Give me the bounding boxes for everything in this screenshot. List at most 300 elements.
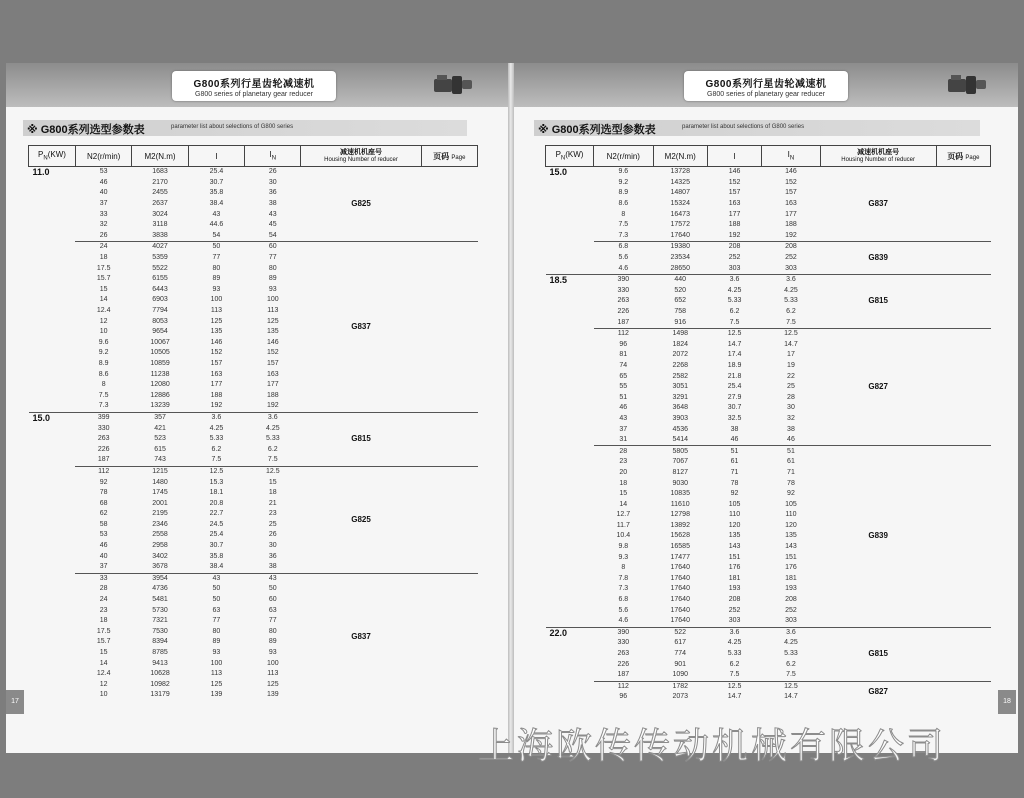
nominal-ratio: 30	[268, 178, 277, 186]
nominal-ratio: 54	[268, 231, 277, 239]
gear-reducer-icon	[432, 71, 474, 97]
output-torque: 916	[674, 318, 687, 326]
output-torque: 9030	[672, 479, 689, 487]
power-symbol: P	[555, 150, 561, 160]
nominal-ratio: 177	[785, 210, 797, 218]
output-speed: 6.8	[618, 596, 629, 604]
page-header-cn: 页码	[433, 151, 450, 161]
output-speed: 12.4	[96, 307, 111, 315]
power-value: 18.5	[546, 274, 594, 627]
nominal-ratio: 193	[785, 585, 797, 593]
output-speed: 8.6	[98, 370, 109, 378]
output-speed: 68	[99, 499, 108, 507]
nominal-ratio: 12.5	[762, 681, 820, 692]
col-header-speed: N2(r/min)	[594, 146, 654, 167]
page-number-left: 17	[6, 690, 24, 714]
output-torque: 15324	[670, 200, 690, 208]
output-torque: 3291	[672, 393, 689, 401]
nominal-ratio: 105	[785, 500, 797, 508]
output-speed: 8.9	[98, 359, 109, 367]
housing-size: G837	[301, 242, 421, 413]
ratio: 30.7	[209, 542, 224, 550]
output-speed: 33	[99, 210, 108, 218]
output-torque: 4536	[672, 425, 689, 433]
ratio: 177	[728, 210, 741, 218]
output-speed: 9.2	[618, 178, 629, 186]
nominal-ratio: 12.5	[762, 328, 820, 339]
housing-size: G839	[820, 446, 936, 627]
page-ref	[936, 681, 990, 703]
housing-size: G825	[301, 466, 421, 573]
ratio: 30.7	[727, 404, 742, 412]
output-speed: 15.7	[96, 275, 111, 283]
nominal-ratio: 23	[268, 510, 277, 518]
output-torque: 10628	[150, 670, 170, 678]
col-header-ratio: I	[707, 146, 761, 167]
output-torque: 2268	[672, 361, 689, 369]
nominal-ratio: 7.5	[786, 318, 796, 326]
nominal-ratio: 30	[787, 404, 795, 412]
output-torque: 2637	[152, 200, 168, 208]
ratio: 7.5	[729, 671, 740, 679]
output-speed: 6.8	[594, 242, 654, 253]
output-torque: 774	[674, 650, 687, 658]
ratio: 176	[728, 564, 741, 572]
output-torque: 3051	[672, 383, 689, 391]
output-torque: 14325	[670, 178, 690, 186]
nominal-ratio: 15	[268, 478, 277, 486]
output-speed: 9.6	[594, 167, 654, 178]
nominal-ratio: 3.6	[762, 627, 820, 638]
nominal-ratio: 113	[267, 307, 279, 315]
nominal-ratio: 192	[266, 402, 279, 410]
nominal-ratio: 26	[245, 167, 301, 178]
ratio: 35.8	[209, 189, 224, 197]
output-speed: 62	[99, 510, 108, 518]
ratio: 208	[728, 596, 741, 604]
nominal-ratio: 157	[785, 189, 797, 197]
output-torque: 10835	[670, 490, 690, 498]
output-torque: 1683	[132, 167, 188, 178]
output-torque: 8394	[152, 638, 168, 646]
nominal-ratio: 25	[268, 520, 277, 528]
ratio: 4.25	[209, 424, 224, 432]
ratio: 4.25	[727, 639, 742, 647]
catalog-title-cn: G800系列行星齿轮减速机	[193, 79, 315, 90]
col-header-housing	[820, 146, 936, 167]
output-speed: 24	[75, 242, 131, 253]
table-row	[29, 466, 478, 477]
output-speed: 187	[617, 318, 630, 326]
section-heading	[23, 120, 467, 136]
ratio: 188	[210, 391, 223, 399]
ratio: 192	[728, 231, 741, 239]
col-header-housing	[301, 146, 421, 167]
ratio: 25.4	[209, 531, 224, 539]
nominal-ratio: 5.33	[784, 650, 798, 658]
nominal-ratio-symbol: I	[269, 150, 272, 160]
output-speed: 53	[99, 531, 108, 539]
output-speed: 96	[619, 693, 628, 701]
ratio: 22.7	[209, 510, 224, 518]
nominal-ratio: 93	[268, 285, 277, 293]
output-torque: 3118	[152, 221, 168, 229]
catalog-title-en: G800 series of planetary gear reducer	[707, 91, 825, 98]
nominal-ratio: 89	[268, 275, 277, 283]
housing-header-cn: 减速机机座号	[340, 148, 383, 156]
output-torque: 14807	[670, 189, 690, 197]
output-torque: 2195	[152, 510, 168, 518]
power-value: 15.0	[546, 167, 594, 275]
output-torque: 440	[653, 274, 707, 285]
output-torque: 9413	[152, 659, 168, 667]
nominal-ratio: 4.25	[784, 639, 798, 647]
page-number-right: 18	[998, 690, 1016, 714]
ratio: 80	[212, 264, 221, 272]
power-symbol: P	[38, 150, 44, 160]
ratio: 6.2	[729, 308, 740, 316]
ratio: 157	[728, 189, 741, 197]
page-ref	[936, 627, 990, 681]
output-torque: 758	[674, 308, 687, 316]
section-title-en: parameter list about selections of G800 series	[171, 124, 294, 130]
output-speed: 7.8	[618, 574, 629, 582]
output-speed: 18	[619, 479, 628, 487]
output-torque: 3903	[672, 414, 689, 422]
output-speed: 92	[99, 478, 108, 486]
output-speed: 37	[99, 563, 108, 571]
ratio: 6.2	[211, 445, 222, 453]
page-ref	[936, 242, 990, 275]
output-speed: 96	[619, 340, 628, 348]
ratio: 43	[188, 573, 244, 584]
output-torque: 421	[154, 424, 166, 432]
output-speed: 37	[619, 425, 628, 433]
power-subscript: N	[560, 155, 566, 162]
ratio: 35.8	[209, 552, 224, 560]
nominal-ratio: 61	[787, 458, 795, 466]
ratio: 135	[210, 328, 223, 336]
output-speed: 46	[99, 178, 108, 186]
output-torque: 17640	[670, 564, 690, 572]
nominal-ratio: 60	[268, 596, 277, 604]
ratio: 18.9	[727, 361, 742, 369]
housing-size: G827	[820, 681, 936, 703]
ratio: 163	[728, 200, 741, 208]
output-speed: 31	[619, 436, 628, 444]
output-speed: 5.6	[618, 254, 629, 262]
nominal-ratio: 152	[785, 178, 797, 186]
ratio: 25.4	[727, 383, 742, 391]
nominal-ratio: 146	[266, 338, 279, 346]
output-speed: 330	[617, 639, 630, 647]
nominal-ratio: 63	[268, 606, 277, 614]
selection-table	[28, 145, 478, 701]
output-speed: 15	[99, 285, 108, 293]
output-torque: 17640	[670, 231, 690, 239]
ratio: 63	[212, 606, 221, 614]
ratio: 113	[210, 670, 222, 678]
ratio: 303	[728, 617, 741, 625]
output-speed: 14	[619, 500, 628, 508]
nominal-ratio: 252	[785, 254, 797, 262]
output-speed: 53	[75, 167, 131, 178]
output-torque: 2958	[152, 542, 168, 550]
page-ref	[421, 466, 477, 573]
output-torque: 3402	[152, 552, 168, 560]
output-torque: 1745	[152, 489, 168, 497]
output-speed: 4.6	[618, 264, 629, 272]
output-torque: 13728	[653, 167, 707, 178]
output-speed: 12.7	[616, 511, 631, 519]
output-torque: 6443	[152, 285, 168, 293]
nominal-ratio: 50	[268, 585, 277, 593]
output-speed: 10.4	[616, 532, 631, 540]
table-row	[546, 627, 991, 638]
output-torque: 522	[653, 627, 707, 638]
page-ref	[936, 274, 990, 328]
power-subscript: N	[43, 155, 48, 162]
ratio: 14.7	[727, 693, 742, 701]
nominal-ratio: 22	[787, 372, 795, 380]
nominal-ratio: 89	[268, 638, 277, 646]
nominal-ratio: 163	[266, 370, 279, 378]
output-speed: 10	[99, 691, 108, 699]
output-torque: 8053	[152, 317, 168, 325]
output-torque: 3648	[672, 404, 689, 412]
ratio: 3.6	[707, 627, 761, 638]
output-torque: 7530	[152, 627, 168, 635]
output-torque: 652	[674, 297, 687, 305]
ratio: 125	[210, 680, 223, 688]
ratio: 61	[730, 458, 739, 466]
output-speed: 12	[99, 680, 108, 688]
ratio: 177	[210, 381, 223, 389]
ratio: 50	[212, 596, 221, 604]
housing-size: G839	[820, 242, 936, 275]
output-torque: 17640	[670, 606, 690, 614]
output-torque: 523	[154, 435, 166, 443]
output-torque: 2455	[152, 189, 168, 197]
ratio: 3.6	[188, 412, 244, 423]
output-speed: 5.6	[618, 606, 629, 614]
table-row	[546, 328, 991, 339]
ratio: 252	[728, 254, 741, 262]
table-row	[546, 446, 991, 457]
nominal-ratio: 32	[787, 414, 795, 422]
ratio: 46	[730, 436, 739, 444]
housing-size: G837	[301, 573, 421, 701]
table-row	[29, 412, 478, 423]
ratio: 146	[210, 338, 223, 346]
output-torque: 2073	[672, 693, 689, 701]
col-header-power	[546, 146, 594, 167]
output-speed: 187	[97, 456, 110, 464]
output-torque: 1824	[672, 340, 689, 348]
output-torque: 5730	[152, 606, 168, 614]
output-speed: 55	[619, 383, 628, 391]
ratio: 146	[707, 167, 761, 178]
output-speed: 51	[619, 393, 628, 401]
nominal-ratio-symbol: I	[787, 150, 790, 160]
output-torque: 5481	[152, 596, 168, 604]
title-box	[172, 71, 336, 101]
output-torque: 3678	[152, 563, 168, 571]
ratio: 139	[210, 691, 223, 699]
ratio: 51	[707, 446, 761, 457]
output-speed: 33	[75, 573, 131, 584]
housing-size: G825	[301, 167, 421, 242]
output-torque: 11238	[150, 370, 170, 378]
output-speed: 32	[99, 221, 108, 229]
housing-size: G815	[820, 627, 936, 681]
nominal-ratio: 100	[266, 659, 279, 667]
output-torque: 4736	[152, 585, 168, 593]
output-torque: 13892	[670, 521, 690, 529]
output-speed: 18	[99, 617, 108, 625]
table-row	[546, 274, 991, 285]
col-header-ratio: I	[188, 146, 244, 167]
nominal-ratio: 92	[787, 490, 795, 498]
output-torque: 11610	[670, 500, 690, 508]
output-torque: 8127	[672, 468, 689, 476]
ratio: 208	[707, 242, 761, 253]
output-speed: 226	[97, 445, 110, 453]
section-title-en: parameter list about selections of G800 series	[682, 124, 805, 130]
ratio: 89	[212, 275, 221, 283]
output-speed: 18	[99, 254, 108, 262]
ratio: 32.5	[727, 414, 742, 422]
nominal-ratio: 135	[785, 532, 797, 540]
output-torque: 17640	[670, 596, 690, 604]
output-speed: 7.3	[618, 585, 629, 593]
nominal-ratio: 120	[785, 521, 797, 529]
ratio: 5.33	[727, 650, 742, 658]
output-speed: 9.2	[98, 349, 109, 357]
ratio: 193	[728, 585, 741, 593]
nominal-ratio: 3.6	[245, 412, 301, 423]
output-torque: 17640	[670, 585, 690, 593]
nominal-ratio: 71	[787, 468, 795, 476]
ratio: 21.8	[727, 372, 742, 380]
col-header-nominal-ratio	[245, 146, 301, 167]
nominal-ratio: 139	[266, 691, 279, 699]
nominal-ratio: 51	[762, 446, 820, 457]
ratio: 100	[210, 296, 223, 304]
nominal-ratio: 6.2	[267, 445, 278, 453]
nominal-ratio-subscript: N	[271, 155, 277, 162]
output-speed: 58	[99, 520, 108, 528]
output-torque: 2346	[152, 520, 168, 528]
nominal-ratio: 208	[785, 596, 797, 604]
output-speed: 9.6	[98, 338, 109, 346]
ratio: 5.33	[209, 435, 224, 443]
table-row	[29, 242, 478, 253]
ratio: 43	[212, 210, 221, 218]
output-torque: 2558	[152, 531, 168, 539]
output-speed: 12	[99, 317, 108, 325]
section-title-cn: ※ G800系列选型参数表	[538, 124, 656, 136]
page-header-en: Page	[965, 154, 980, 161]
page-ref	[936, 328, 990, 446]
housing-header-cn: 减速机机座号	[857, 148, 900, 156]
ratio: 80	[212, 627, 221, 635]
housing-header-en: Housing Number of reducer	[324, 156, 398, 163]
ratio: 38	[730, 425, 739, 433]
table-row	[29, 573, 478, 584]
ratio: 92	[730, 490, 739, 498]
nominal-ratio: 77	[268, 254, 277, 262]
ratio: 93	[212, 285, 221, 293]
output-speed: 226	[617, 308, 630, 316]
nominal-ratio: 6.2	[786, 308, 796, 316]
nominal-ratio: 19	[787, 361, 795, 369]
ratio: 12.5	[707, 681, 761, 692]
ratio: 6.2	[729, 660, 740, 668]
output-speed: 15.7	[96, 638, 111, 646]
ratio: 163	[210, 370, 223, 378]
nominal-ratio: 43	[268, 210, 277, 218]
left-page	[6, 63, 508, 753]
nominal-ratio: 113	[267, 670, 279, 678]
output-speed: 20	[619, 468, 628, 476]
col-header-nominal-ratio	[762, 146, 820, 167]
page-header-en: Page	[451, 154, 466, 161]
ratio: 105	[728, 500, 741, 508]
page-ref	[421, 573, 477, 701]
nominal-ratio: 17	[787, 351, 795, 359]
ratio: 4.25	[727, 286, 742, 294]
output-speed: 390	[594, 627, 654, 638]
power-unit: (KW)	[47, 150, 66, 160]
housing-size: G837	[820, 167, 936, 242]
housing-size: G815	[301, 412, 421, 466]
page-ref	[421, 242, 477, 413]
ratio: 143	[728, 543, 741, 551]
output-speed: 8.6	[618, 200, 629, 208]
nominal-ratio: 188	[266, 391, 279, 399]
output-speed: 8	[621, 564, 626, 572]
ratio: 252	[728, 606, 741, 614]
output-speed: 40	[99, 552, 108, 560]
ratio: 17.4	[727, 351, 742, 359]
output-torque: 17477	[670, 553, 690, 561]
output-speed: 9.8	[618, 543, 629, 551]
output-torque: 2582	[672, 372, 689, 380]
ratio: 77	[212, 254, 221, 262]
output-torque: 1090	[672, 671, 689, 679]
nominal-ratio: 36	[268, 552, 277, 560]
nominal-ratio: 25	[787, 383, 795, 391]
nominal-ratio: 152	[266, 349, 279, 357]
ratio: 110	[728, 511, 741, 519]
output-torque: 2170	[152, 178, 168, 186]
nominal-ratio: 12.5	[245, 466, 301, 477]
output-speed: 40	[99, 189, 108, 197]
output-speed: 15	[99, 649, 108, 657]
output-torque: 17640	[670, 617, 690, 625]
page-ref	[936, 167, 990, 242]
nominal-ratio: 4.25	[265, 424, 280, 432]
ratio: 152	[728, 178, 741, 186]
ratio: 50	[188, 242, 244, 253]
nominal-ratio: 18	[268, 489, 277, 497]
output-torque: 901	[674, 660, 687, 668]
ratio: 30.7	[209, 178, 224, 186]
nominal-ratio: 181	[785, 574, 797, 582]
output-torque: 1215	[132, 466, 188, 477]
ratio: 14.7	[727, 340, 742, 348]
